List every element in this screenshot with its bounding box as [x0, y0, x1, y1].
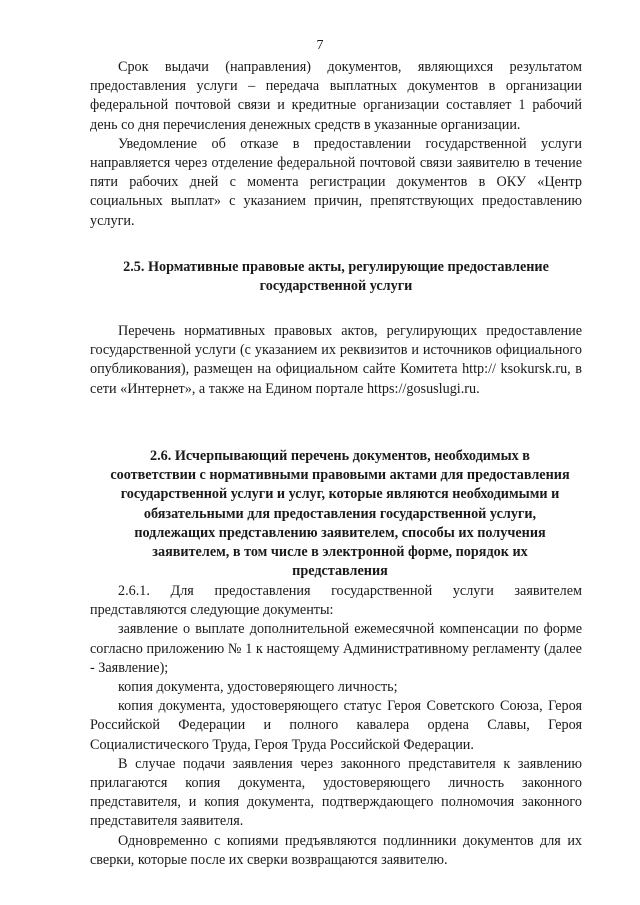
paragraph-issue-term: Срок выдачи (направления) документов, являющихся результатом предоставления услуги – передача выплатных документов в организации федеральной почтовой связи и кредитные организации составляет 1 рабочий день со дня перечисления денежных средств в указанные организации. — [90, 59, 582, 133]
paragraph-application: заявление о выплате дополнительной ежемесячной компенсации по форме согласно приложению № 1 к настоящему Административному регламенту (далее - Заявление); — [90, 621, 582, 676]
section-heading-2-5: 2.5. Нормативные правовые акты, регулирующие предоставление государственной услуги — [123, 259, 549, 295]
paragraph-hero-status-copy: копия документа, удостоверяющего статус Героя Советского Союза, Героя Российской Федерации и полного кавалера ордена Славы, Героя Социалистического Труда, Героя Труда Российской Федерации. — [90, 698, 582, 753]
paragraph-2-6-1: 2.6.1. Для предоставления государственной услуги заявителем представляются следующие документы: — [90, 583, 582, 619]
section-heading-2-6: 2.6. Исчерпывающий перечень документов, необходимых в соответствии с нормативными правовыми актами для предоставления государственной услуги и услуг, которые являются необходимыми и обязательными для предоставления государственной услуги, подлежащих представлению заявителем, способы их получения заявителем, в том числе в электронной форме, порядок их представления — [110, 448, 570, 580]
page-number: 7 — [316, 38, 324, 53]
paragraph-legal-representative: В случае подачи заявления через законного представителя к заявлению прилагаются копия документа, удостоверяющего личность законного представителя, и копия документа, подтверждающего полномочия законного представителя заявителя. — [90, 755, 582, 830]
paragraph-legal-acts: Перечень нормативных правовых актов, регулирующих предоставление государственной услуги (с указанием их реквизитов и источников официального опубликования), размещен на официальном сайте Комитета http:// ksokursk.ru, в сети «Интернет», а также на Едином портале https://gosuslugi.ru. — [90, 323, 582, 397]
section-2-6-body — [90, 582, 582, 870]
section-2-5-body — [90, 322, 582, 399]
paragraph-refusal-notice: Уведомление об отказе в предоставлении государственной услуги направляется через отделение федеральной почтовой связи заявителю в течение пяти рабочих дней с момента регистрации документов в ОКУ «Центр социальных выплат» с указанием причин, препятствующих предоставлению услуги. — [90, 135, 582, 229]
result-issue-block — [90, 58, 582, 231]
paragraph-identity-copy: копия документа, удостоверяющего личность; — [118, 679, 398, 696]
paragraph-originals: Одновременно с копиями предъявляются подлинники документов для их сверки, которые после их сверки возвращаются заявителю. — [90, 832, 582, 868]
